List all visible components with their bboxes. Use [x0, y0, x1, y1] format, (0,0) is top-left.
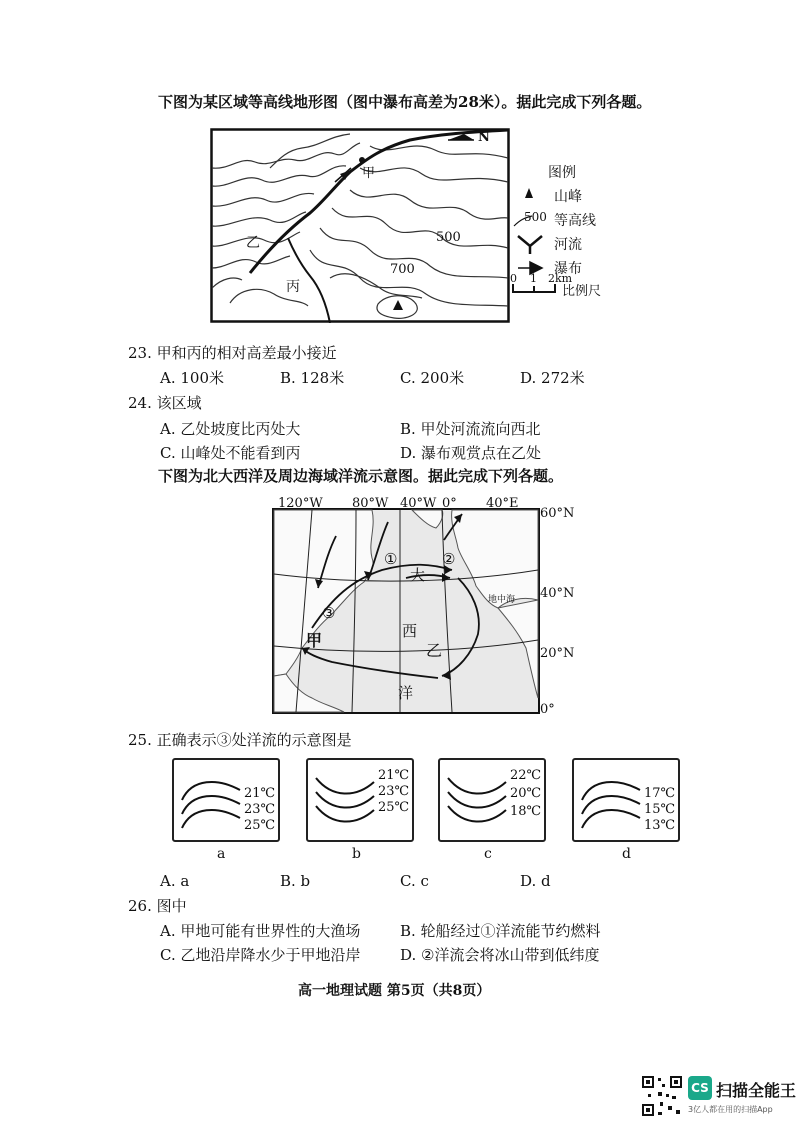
- lon-40e: 40°E: [486, 496, 519, 511]
- contour-map-legend: [510, 158, 630, 328]
- q23-stem-text: 23. 甲和丙的相对高差最小接近: [128, 344, 337, 362]
- isotherm-a-t2: 23℃: [244, 802, 276, 817]
- q25-option-a[interactable]: A. a: [160, 872, 190, 890]
- q25-option-d[interactable]: D. d: [520, 872, 551, 890]
- lon-0: 0°: [442, 496, 457, 511]
- isotherm-d-t3: 13℃: [644, 818, 676, 833]
- isotherm-box-c-caption: c: [484, 846, 492, 862]
- q24-option-a[interactable]: A. 乙处坡度比丙处大: [160, 420, 301, 438]
- isotherm-box-c: [438, 758, 546, 842]
- q25-option-b[interactable]: B. b: [280, 872, 311, 890]
- q26-option-a[interactable]: A. 甲地可能有世界性的大渔场: [160, 922, 361, 940]
- lon-120w: 120°W: [278, 496, 323, 511]
- q24-option-d[interactable]: D. 瀑布观赏点在乙处: [400, 444, 542, 462]
- lon-40w: 40°W: [400, 496, 437, 511]
- lat-20n: 20°N: [540, 646, 575, 661]
- isotherm-box-a: [172, 758, 280, 842]
- isotherm-b-t2: 23℃: [378, 784, 410, 799]
- label-bing: 丙: [286, 279, 300, 295]
- isotherm-b-t3: 25℃: [378, 800, 410, 815]
- q23-option-a[interactable]: A. 100米: [160, 369, 224, 387]
- q25-stem: 25. 正确表示③处洋流的示意图是: [128, 731, 352, 749]
- current-2-label: ②: [442, 550, 456, 568]
- isotherm-box-d: [572, 758, 680, 842]
- ocean-char-yang: 洋: [398, 684, 414, 702]
- scale-bar: [510, 282, 560, 296]
- contour-map: [210, 128, 510, 323]
- scale-2: 2km: [548, 272, 573, 285]
- qr-code: [640, 1074, 684, 1118]
- scale-label: 比例尺: [562, 284, 602, 299]
- legend-peak-label: 山峰: [554, 189, 582, 205]
- legend-contour-label: 等高线: [554, 213, 596, 229]
- isotherm-box-a-caption: a: [217, 846, 226, 862]
- lat-40n: 40°N: [540, 586, 575, 601]
- q23-stem: [128, 343, 337, 363]
- label-jia: 甲: [362, 166, 376, 181]
- isotherm-box-b: [306, 758, 414, 842]
- isotherm-box-b-caption: b: [352, 846, 361, 862]
- isotherm-lines-d: [578, 772, 644, 834]
- isotherm-a-t1: 21℃: [244, 786, 276, 801]
- q24-option-b[interactable]: B. 甲处河流流向西北: [400, 420, 541, 438]
- contour-map-drawing: [210, 128, 510, 323]
- place-jia: 甲: [306, 631, 323, 650]
- q26-stem: 26. 图中: [128, 897, 187, 915]
- qr-code-graphic: [640, 1074, 684, 1118]
- isotherm-b-t1: 21℃: [378, 768, 410, 783]
- page-footer: 高一地理试题 第5页（共8页）: [298, 983, 491, 999]
- mediterranean-label: 地中海: [488, 595, 516, 605]
- ocean-char-xi: 西: [402, 622, 418, 640]
- scanner-app-name: 扫描全能王: [716, 1081, 797, 1100]
- q26-option-b[interactable]: B. 轮船经过①洋流能节约燃料: [400, 922, 601, 940]
- legend-river-label: 河流: [554, 237, 582, 253]
- q23-option-b[interactable]: B. 128米: [280, 369, 345, 387]
- q24-option-c[interactable]: C. 山峰处不能看到丙: [160, 444, 301, 462]
- intro-text-2: 下图为北大西洋及周边海域洋流示意图。据此完成下列各题。: [158, 467, 564, 485]
- q23-option-c[interactable]: C. 200米: [400, 369, 465, 387]
- isotherm-c-t2: 20℃: [510, 786, 542, 801]
- current-1-label: ①: [384, 550, 398, 568]
- ocean-char-da: 大: [410, 566, 426, 584]
- legend-river-icon: [518, 236, 542, 254]
- scale-1: 1: [530, 272, 537, 285]
- isotherm-c-t3: 18℃: [510, 804, 542, 819]
- scanner-app-slogan: 3亿人都在用的扫描App: [688, 1105, 773, 1114]
- contour-700-label: 700: [390, 262, 415, 277]
- north-label: N: [478, 130, 490, 145]
- legend-peak-icon: [525, 188, 533, 198]
- current-3-label: ③: [322, 604, 336, 622]
- lat-0: 0°: [540, 702, 555, 717]
- contour-500-label: 500: [436, 230, 461, 245]
- q26-option-c[interactable]: C. 乙地沿岸降水少于甲地沿岸: [160, 946, 361, 964]
- isotherm-lines-c: [444, 768, 510, 830]
- q26-option-d[interactable]: D. ②洋流会将冰山带到低纬度: [400, 946, 600, 964]
- place-yi: 乙: [426, 641, 443, 660]
- legend-title: 图例: [548, 165, 576, 181]
- q25-option-c[interactable]: C. c: [400, 872, 429, 890]
- ocean-current-map: [272, 496, 582, 720]
- isotherm-d-t1: 17℃: [644, 786, 676, 801]
- legend-contour-value: 500: [524, 210, 547, 224]
- lat-60n: 60°N: [540, 506, 575, 521]
- isotherm-lines-b: [312, 768, 378, 830]
- isotherm-c-t1: 22℃: [510, 768, 542, 783]
- scale-0: 0: [510, 272, 517, 285]
- isotherm-a-t3: 25℃: [244, 818, 276, 833]
- q23-option-d[interactable]: D. 272米: [520, 369, 585, 387]
- legend-waterfall-label: 瀑布: [554, 261, 582, 277]
- lon-80w: 80°W: [352, 496, 389, 511]
- isotherm-lines-a: [178, 772, 244, 834]
- label-yi: 乙: [246, 235, 260, 251]
- isotherm-box-d-caption: d: [622, 846, 631, 862]
- q24-stem: 24. 该区域: [128, 394, 202, 412]
- scanner-logo-icon: CS: [688, 1076, 712, 1100]
- isotherm-d-t2: 15℃: [644, 802, 676, 817]
- intro-text-1: 下图为某区域等高线地形图（图中瀑布高差为28米）。据此完成下列各题。: [158, 93, 652, 111]
